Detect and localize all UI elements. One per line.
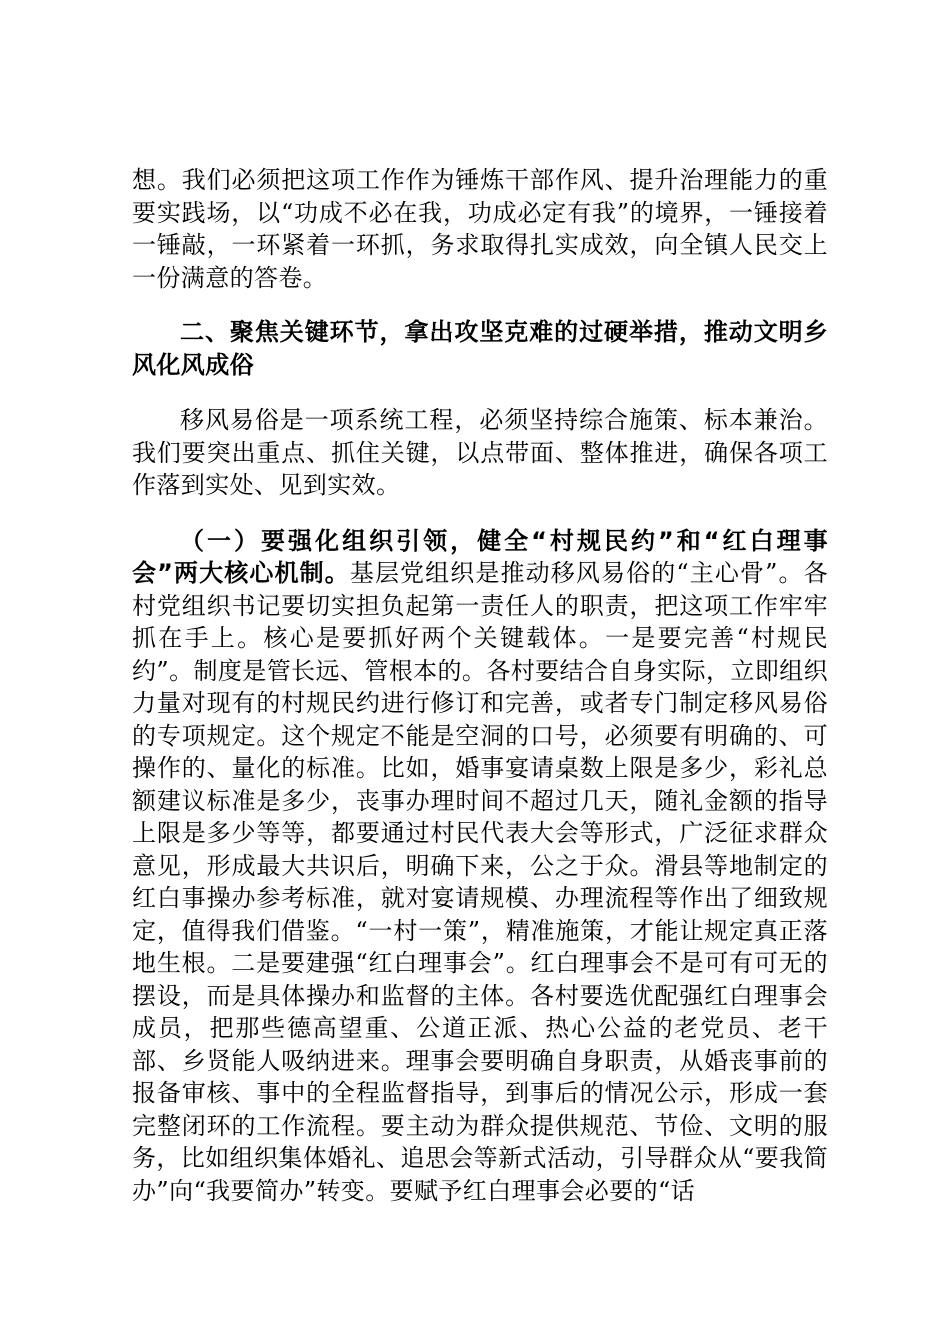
section-heading-text: 二、聚焦关键环节，拿出攻坚克难的过硬举措，推动文明乡风化风成俗 bbox=[132, 318, 828, 379]
paragraph-continuation bbox=[132, 164, 828, 294]
paragraph-text: 基层党组织是推动移风易俗的“主心骨”。各村党组织书记要切实担负起第一责任人的职责，把这项工作牢牢抓在手上。核心是要抓好两个关键载体。一是要完善“村规民约”。制度是管长远、管根本的。各村要结合自身实际，立即组织力量对现有的村规民约进行修订和完善，或者专门制定移风易俗的专项规定。这个规定不能是空洞的口号，必须要有明确的、可操作的、量化的标准。比如，婚事宴请桌数上限是多少，彩礼总额建议标准是多少，丧事办理时间不超过几天，随礼金额的指导上限是多少等等，都要通过村民代表大会等形式，广泛征求群众意见，形成最大共识后，明确下来，公之于众。滑县等地制定的红白事操办参考标准，就对宴请规模、办理流程等作出了细致规定，值得我们借鉴。“一村一策”，精准施策，才能让规定真正落地生根。二是要建强“红白理事会”。红白理事会不是可有可无的摆设，而是具体操办和监督的主体。各村要选优配强红白理事会成员，把那些德高望重、公道正派、热心公益的老党员、老干部、乡贤能人吸纳进来。理事会要明确自身职责，从婚丧事前的报备审核、事中的全程监督指导，到事后的情况公示，形成一套完整闭环的工作流程。要主动为群众提供规范、节俭、文明的服务，比如组织集体婚礼、追思会等新式活动，引导群众从“要我简办”向“我要简办”转变。要赋予红白理事会必要的“话 bbox=[132, 559, 828, 1205]
paragraph-intro bbox=[132, 404, 828, 502]
subsection-lead: （一）要强化组织引领，健全“村规民约”和“红白理事会”两大核心机制。 bbox=[132, 526, 828, 587]
paragraph-text: 移风易俗是一项系统工程，必须坚持综合施策、标本兼治。我们要突出重点、抓住关键，以点带面、整体推进，确保各项工作落到实处、见到实效。 bbox=[132, 406, 828, 499]
document-body bbox=[132, 164, 828, 1207]
paragraph-subsection-1 bbox=[132, 525, 828, 1208]
paragraph-text: 想。我们必须把这项工作作为锤炼干部作风、提升治理能力的重要实践场，以“功成不必在我，功成必定有我”的境界，一锤接着一锤敲，一环紧着一环抓，务求取得扎实成效，向全镇人民交上一份满意的答卷。 bbox=[132, 166, 828, 292]
section-heading bbox=[132, 316, 828, 381]
